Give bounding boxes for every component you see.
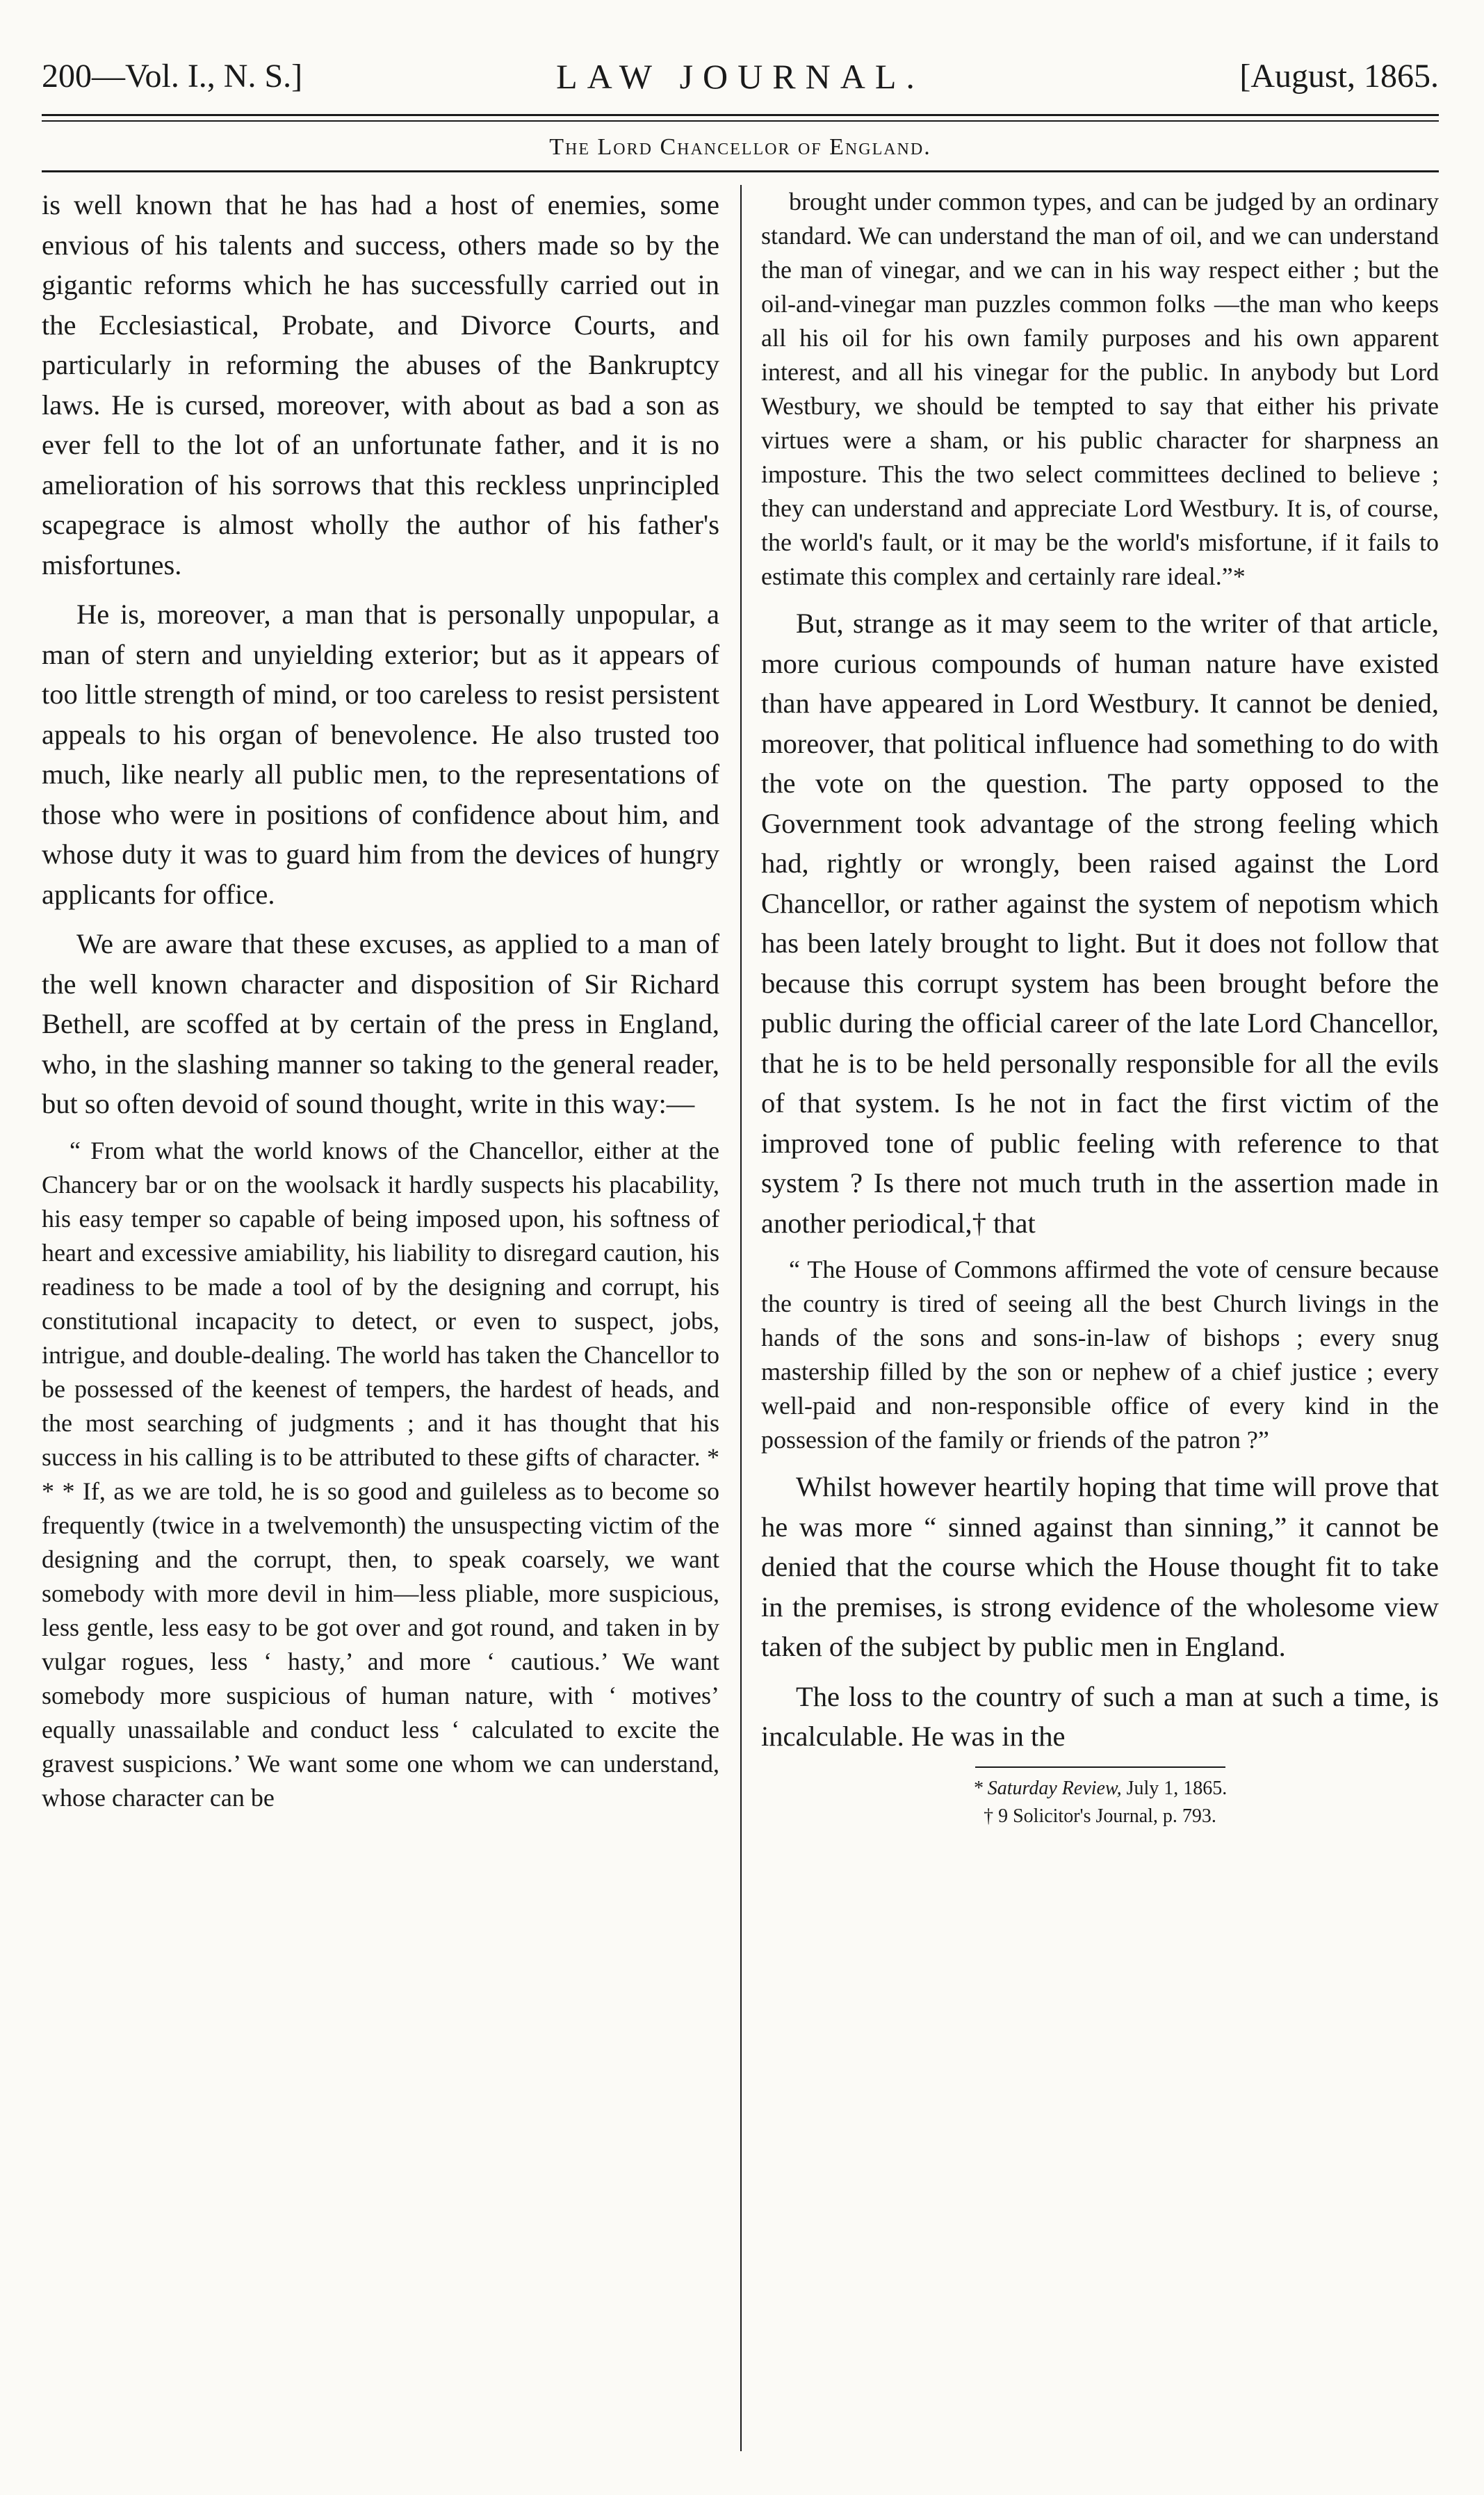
left-column	[42, 185, 719, 1830]
footnote-rule	[975, 1766, 1225, 1768]
footnote-1-date: July 1, 1865.	[1121, 1777, 1228, 1799]
article-body	[42, 185, 1439, 1830]
footnote-1	[761, 1775, 1439, 1803]
article-title: The Lord Chancellor of England.	[549, 134, 931, 160]
right-column	[761, 185, 1439, 1830]
running-header	[42, 42, 1439, 111]
block-quote: “ From what the world knows of the Chancellor, either at the Chancery bar or on the woolsack it hardly suspects his placability, his easy temper so capable of being imposed upon, his softness of heart and excessive amiability, his liability to disregard caution, his readiness to be made a tool of by the designing and corrupt, his constitutional incapacity to detect, or even to suspect, jobs, intrigue, and double-dealing. The world has taken the Chancellor to be possessed of the keenest of tempers, the hardest of heads, and the most searching of judgments ; and it has thought that his success in his calling is to be attributed to these gifts of character. * * * If, as we are told, he is so good and guileless as to become so frequently (twice in a twelvemonth) the unsuspecting victim of the designing and the corrupt, then, to speak coarsely, we want somebody with more devil in him—less pliable, more suspicious, less gentle, less easy to be got over and got round, and taken in by vulgar rogues, less ‘ hasty,’ and more ‘ cautious.’ We want somebody more suspicious of human nature, with ‘ motives’ equally unassailable and conduct less ‘ calculated to excite the gravest suspicions.’ We want some one whom we can understand, whose character can be	[42, 1136, 719, 1812]
footnote-2: † 9 Solicitor's Journal, p. 793.	[984, 1805, 1216, 1827]
block-quote-continued: brought under common types, and can be judged by an ordinary standard. We can understand the man of oil, and we can understand the man of vinegar, and we can in his way respect either ; but the oil-and-vinegar man puzzles common folks —the man who keeps all his oil for his own family purposes and his own apparent interest, and all his vinegar for the public. In anybody but Lord Westbury, we should be tempted to say that either his private virtues were a sham, or his public character for sharpness an imposture. This the two select committees declined to believe ; they can understand and appreciate Lord Westbury. It is, of course, the world's fault, or it may be the world's misfortune, if it fails to estimate this complex and certainly rare ideal.”*	[761, 188, 1439, 590]
journal-title: LAW JOURNAL.	[556, 57, 924, 96]
paragraph: But, strange as it may seem to the writer of that article, more curious compounds of human nature have existed than have appeared in Lord Westbury. It cannot be denied, moreover, that political influence had something to do with the vote on the question. The party opposed to the Government took advantage of the strong feeling which had, rightly or wrongly, been raised against the Lord Chancellor, or rather against the system of nepotism which has been lately brought to light. But it does not follow that because this corrupt system has been brought before the public during the official career of the late Lord Chancellor, that he is to be held personally responsible for all the evils of that system. Is he not in fact the first victim of the improved tone of public feeling with reference to that system ? Is there not much truth in the assertion made in another periodical,† that	[761, 608, 1439, 1239]
paragraph: He is, moreover, a man that is personally unpopular, a man of stern and unyielding exterior; but as it appears of too little strength of mind, or too careless to resist persistent appeals to his organ of benevolence. He also trusted too much, like nearly all public men, to the representations of those who were in positions of confidence about him, and whose duty it was to guard him from the devices of hungry applicants for office.	[42, 599, 719, 910]
paragraph: The loss to the country of such a man at such a time, is incalculable. He was in the	[761, 1680, 1439, 1752]
paragraph: is well known that he has had a host of enemies, some envious of his talents and success, others made so by the gigantic reforms which he has successfully carried out in the Ecclesiastical, Probate, and Divorce Courts, and particularly in reforming the abuses of the Bankruptcy laws. He is cursed, moreover, with about as bad a son as ever fell to the lot of an unfortunate father, and it is no amelioration of his sorrows that this reckless unprincipled scapegrace is almost wholly the author of his father's misfortunes.	[42, 189, 719, 580]
title-rule	[42, 170, 1439, 172]
header-double-rule	[42, 114, 1439, 122]
paragraph: We are aware that these excuses, as applied to a man of the well known character and disposition of Sir Richard Bethell, are scoffed at by certain of the press in England, who, in the slashing manner so taking to the general reader, but so often devoid of sound thought, write in this way:—	[42, 928, 719, 1119]
newspaper-page	[42, 42, 1439, 2461]
block-quote: “ The House of Commons affirmed the vote of censure because the country is tired of seeing all the best Church livings in the hands of the sons and sons-in-law of bishops ; every snug mastership filled by the son or nephew of a chief justice ; every well-paid and non-responsible office of every kind in the possession of the family or friends of the patron ?”	[761, 1255, 1439, 1454]
issue-date: [August, 1865.	[1239, 58, 1439, 95]
volume-page-label: 200—Vol. I., N. S.]	[42, 58, 303, 95]
paragraph: Whilst however heartily hoping that time will prove that he was more “ sinned against than sinning,” it cannot be denied that the course which the House thought fit to take in the premises, is strong evidence of the wholesome view taken of the subject by public men in England.	[761, 1471, 1439, 1662]
column-divider	[740, 185, 742, 2451]
footnote-1-source: * Saturday Review,	[972, 1777, 1122, 1799]
footnotes	[761, 1775, 1439, 1830]
